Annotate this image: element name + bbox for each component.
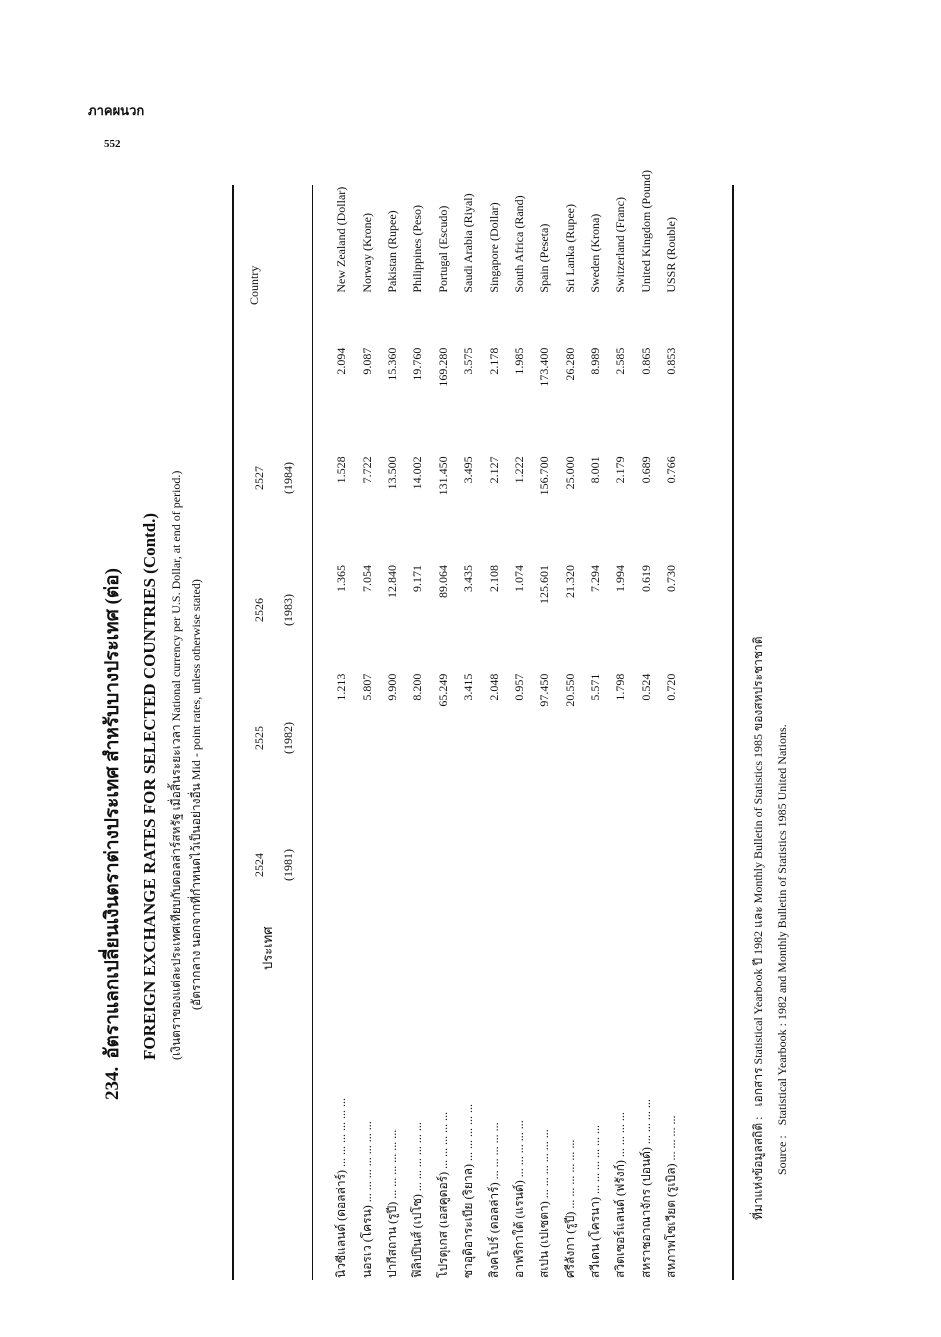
source-thai-text: เอกสาร Statistical Yearbook ปี 1982 และ Monthly Bulletin of Statistics 1985 ของสหประชาชาติ <box>751 636 765 1107</box>
rate-1984: 0.865 <box>638 347 653 375</box>
country-english: USSR (Rouble) <box>664 216 679 293</box>
table-subtitle-rates: (อัตรากลาง นอกจากที่กำหนดไว้เป็นอย่างอื่น Mid - point rates, unless otherwise stated) <box>189 579 203 1010</box>
country-thai: สหราชอาณาจักร (ปอนด์) ... ... ... ... <box>638 1099 653 1278</box>
rate-1984: 15.360 <box>384 347 399 381</box>
rate-1981: 20.550 <box>562 673 577 707</box>
country-thai: ศรีลังกา (รูปี) ... ... ... ... ... ... <box>562 1139 577 1278</box>
country-english: Portugal (Escudo) <box>435 205 450 293</box>
column-header-year <box>252 698 296 778</box>
rate-1981: 97.450 <box>537 673 552 707</box>
year-be: 2527 <box>252 466 266 490</box>
rate-1983: 1.528 <box>334 456 349 484</box>
country-english: Philippines (Peso) <box>410 205 425 293</box>
rate-1984: 2.585 <box>613 347 628 375</box>
year-ce: (1981) <box>281 849 295 881</box>
column-header-year <box>252 570 296 650</box>
country-thai: สเปน (เปเซตา) ... ... ... ... ... ... <box>537 1129 552 1278</box>
country-thai: นิวซีแลนด์ (ดอลล่าร์) ... ... ... ... ... ... <box>334 1097 349 1278</box>
table-top-rule <box>232 185 234 1280</box>
rate-1984: 0.853 <box>664 347 679 375</box>
page-number: 552 <box>104 138 121 150</box>
table-row <box>634 170 659 1278</box>
rate-1983: 131.450 <box>435 456 450 496</box>
country-thai: ปากีสถาน (รูปี) ... ... ... ... ... ... <box>384 1129 399 1278</box>
rate-1983: 2.127 <box>486 456 501 484</box>
table-row <box>405 170 430 1278</box>
country-english: Saudi Arabia (Riyal) <box>461 193 476 293</box>
table-row <box>380 170 405 1278</box>
year-be: 2525 <box>252 726 266 750</box>
table-row <box>558 170 583 1278</box>
country-english: United Kingdom (Pound) <box>638 170 653 293</box>
country-english: Singapore (Dollar) <box>486 202 501 293</box>
exchange-rate-table <box>329 170 684 1278</box>
column-header-year <box>252 825 296 905</box>
rate-1982: 3.435 <box>461 564 476 592</box>
column-header-year <box>252 438 296 518</box>
source-english-label: Source : <box>775 1135 789 1175</box>
rate-1981: 1.798 <box>613 673 628 701</box>
country-english: Spain (Peseta) <box>537 223 552 293</box>
rate-1984: 2.094 <box>334 347 349 375</box>
rate-1981: 9.900 <box>384 673 399 701</box>
rate-1981: 0.524 <box>638 673 653 701</box>
country-english: New Zealand (Dollar) <box>334 186 349 293</box>
country-english: South Africa (Rand) <box>511 195 526 293</box>
year-ce: (1984) <box>281 462 295 494</box>
rate-1984: 169.280 <box>435 347 450 387</box>
rate-1982: 21.320 <box>562 564 577 598</box>
rate-1981: 65.249 <box>435 673 450 707</box>
table-header-rule <box>312 185 313 1280</box>
rate-1983: 3.495 <box>461 456 476 484</box>
country-thai: อาฟริกาใต้ (แรนด์) ... ... ... ... ... <box>511 1120 526 1278</box>
year-ce: (1983) <box>281 594 295 626</box>
table-row <box>329 170 354 1278</box>
country-english: Norway (Krone) <box>359 213 374 293</box>
year-be: 2526 <box>252 598 266 622</box>
rate-1983: 14.002 <box>410 456 425 490</box>
rate-1981: 5.571 <box>588 673 603 701</box>
rate-1982: 9.171 <box>410 564 425 592</box>
rate-1981: 2.048 <box>486 673 501 701</box>
column-header-thai: ประเทศ <box>260 926 275 970</box>
rate-1982: 7.294 <box>588 564 603 592</box>
source-english-text: Statistical Yearbook : 1982 and Monthly Bulletin of Statistics 1985 United Nations. <box>775 724 789 1126</box>
rate-1982: 1.994 <box>613 564 628 592</box>
country-english: Sweden (Krona) <box>588 213 603 293</box>
rate-1981: 3.415 <box>461 673 476 701</box>
table-row <box>608 170 633 1278</box>
rate-1984: 1.985 <box>511 347 526 375</box>
rate-1981: 5.807 <box>359 673 374 701</box>
country-english: Switzerland (Franc) <box>613 197 628 293</box>
rate-1982: 2.108 <box>486 564 501 592</box>
table-row <box>532 170 557 1278</box>
section-header: ภาคผนวก <box>88 103 145 118</box>
year-ce: (1982) <box>281 722 295 754</box>
rate-1983: 8.001 <box>588 456 603 484</box>
rate-1982: 12.840 <box>384 564 399 598</box>
table-number: 234. <box>102 1066 123 1100</box>
source-thai <box>749 636 768 1220</box>
country-thai: ซาอุดิอาระเบีย (ริยาล) ... ... ... ... ... <box>461 1103 476 1278</box>
rate-1983: 0.766 <box>664 456 679 484</box>
rate-1984: 2.178 <box>486 347 501 375</box>
source-english <box>775 724 790 1175</box>
country-thai: สวิตเซอร์แลนด์ (ฟรังก์) ... ... ... ... <box>613 1112 628 1278</box>
table-row <box>481 170 506 1278</box>
rate-1983: 13.500 <box>384 456 399 490</box>
country-thai: ฟิลิปปินส์ (เปโซ) ... ... ... ... ... ... <box>410 1122 425 1278</box>
country-english: Pakistan (Rupee) <box>384 210 399 293</box>
rotated-table-page <box>97 170 812 1290</box>
rate-1982: 0.619 <box>638 564 653 592</box>
rate-1982: 7.054 <box>359 564 374 592</box>
table-row <box>583 170 608 1278</box>
country-thai: สหภาพโซเวียต (รูเบิล) ... ... ... ... <box>664 1115 679 1278</box>
rate-1983: 0.689 <box>638 456 653 484</box>
rate-1982: 1.365 <box>334 564 349 592</box>
source-thai-label: ที่มาแห่งข้อมูลสถิติ : <box>751 1116 765 1220</box>
table-title-thai <box>97 568 127 1100</box>
rate-1984: 9.087 <box>359 347 374 375</box>
rate-1981: 0.957 <box>511 673 526 701</box>
rate-1984: 173.400 <box>537 347 552 387</box>
table-row <box>431 170 456 1278</box>
rate-1982: 125.601 <box>537 564 552 604</box>
table-subtitle-units: (เงินตราของแต่ละประเทศเทียบกับดอลล่าร์สหรัฐ เมื่อสิ้นระยะเวลา National currency per U.S. Dollar, at end of period.) <box>169 470 183 1060</box>
rate-1983: 156.700 <box>537 456 552 496</box>
table-row <box>354 170 379 1278</box>
rate-1982: 89.064 <box>435 564 450 598</box>
column-header-english: Country <box>247 265 261 305</box>
country-english: Sri Lanka (Rupee) <box>562 204 577 293</box>
rate-1981: 1.213 <box>334 673 349 701</box>
rate-1982: 1.074 <box>511 564 526 592</box>
rate-1984: 19.760 <box>410 347 425 381</box>
rate-1983: 2.179 <box>613 456 628 484</box>
rate-1981: 0.720 <box>664 673 679 701</box>
rate-1983: 7.722 <box>359 456 374 484</box>
country-thai: นอรเว (โครน) ... ... ... ... ... ... ... <box>359 1121 374 1278</box>
rate-1984: 26.280 <box>562 347 577 381</box>
rate-1984: 3.575 <box>461 347 476 375</box>
table-row <box>659 170 684 1278</box>
table-title-thai-text: อัตราแลกเปลี่ยนเงินตราต่างประเทศ สำหรับบางประเทศ (ต่อ) <box>102 568 123 1059</box>
country-thai: สวีเดน (โครนา) ... ... ... ... ... ... <box>588 1124 603 1278</box>
rate-1983: 1.222 <box>511 456 526 484</box>
table-title-english: FOREIGN EXCHANGE RATES FOR SELECTED COUNTRIES (Contd.) <box>140 512 159 1060</box>
table-bottom-rule <box>732 185 734 1280</box>
table-row <box>456 170 481 1278</box>
table-row <box>507 170 532 1278</box>
year-be: 2524 <box>252 853 266 877</box>
rate-1983: 25.000 <box>562 456 577 490</box>
rate-1984: 8.989 <box>588 347 603 375</box>
country-thai: สิงคโปร์ (ดอลล่าร์) ... ... ... ... ... <box>486 1122 501 1278</box>
country-thai: โปรตุเกส (เอสคูดอร์) ... ... ... ... ... <box>435 1111 450 1278</box>
rate-1982: 0.730 <box>664 564 679 592</box>
rate-1981: 8.200 <box>410 673 425 701</box>
